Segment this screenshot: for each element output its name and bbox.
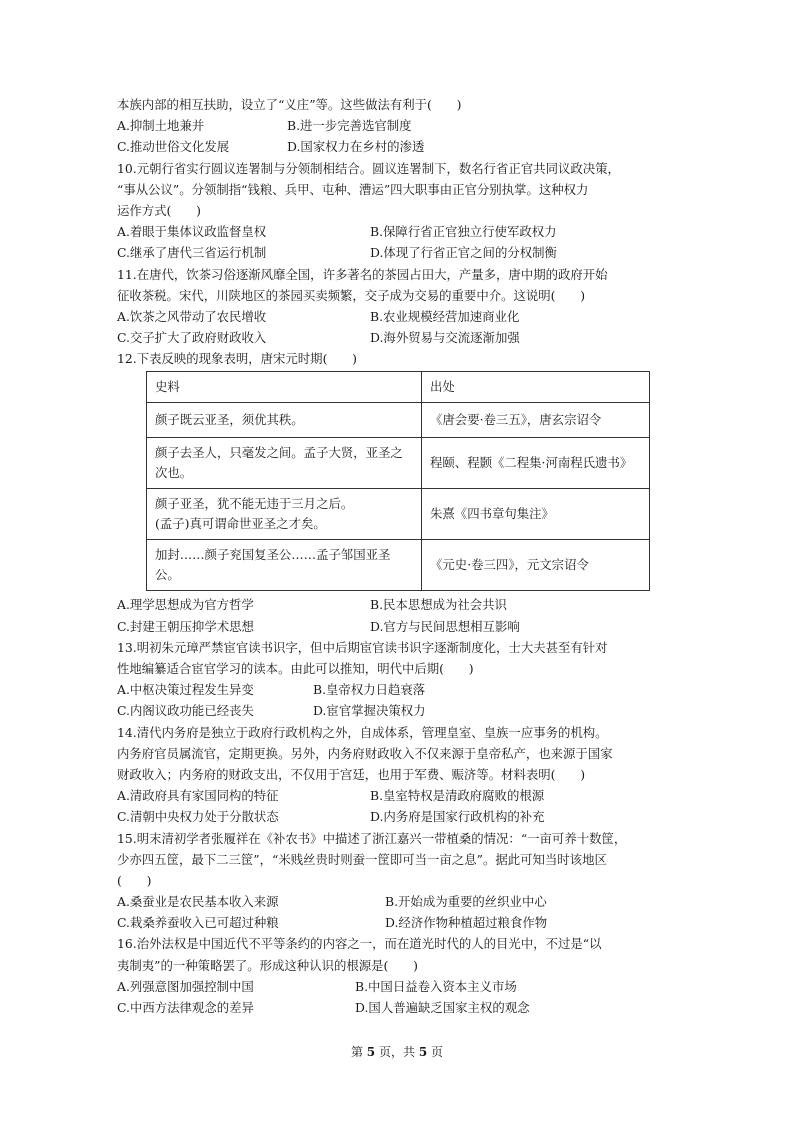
q15-stem-line: 15.明末清初学者张履祥在《补农书》中描述了浙江嘉兴一带植桑的情况：“一亩可养十数筐， bbox=[117, 830, 627, 846]
table-row bbox=[147, 540, 650, 591]
q16-option-b: B.中国日益卷入资本主义市场 bbox=[355, 978, 517, 994]
q14-stem-line: 14.清代内务府是独立于政府行政机构之外，自成体系，管理皇室、皇族一应事务的机构。 bbox=[117, 724, 608, 740]
q16-option-c: C.中西方法律观念的差异 bbox=[117, 1000, 254, 1015]
q13-option-row bbox=[117, 700, 677, 721]
table-cell-source: 颜子去圣人，只毫发之间。孟子大贤，亚圣之次也。 bbox=[147, 438, 422, 489]
q11-stem-line: 征收茶税。宋代，川陕地区的茶园买卖频繁，交子成为交易的重要中介。这说明( ) bbox=[117, 287, 586, 303]
q10-option-a: A.着眼于集体议政监督皇权 bbox=[117, 224, 267, 240]
option-d: D.国家权力在乡村的渗透 bbox=[287, 139, 425, 155]
q14-option-row bbox=[117, 785, 677, 806]
q15-option-d: D.经济作物种植超过粮食作物 bbox=[385, 915, 548, 931]
q11-option-b: B.农业规模经营加速商业化 bbox=[370, 308, 520, 324]
footer-prefix: 第 bbox=[350, 1045, 363, 1059]
q15-option-c: C.栽桑养蚕收入已可超过种粮 bbox=[117, 915, 279, 931]
q13-option-row bbox=[117, 679, 677, 700]
table-cell-origin: 《元史·卷三四》，元文宗诏令 bbox=[422, 540, 650, 591]
q14-option-d: D.内务府是国家行政机构的补充 bbox=[370, 809, 545, 825]
q13-stem-line: 性地编纂适合宦官学习的读本。由此可以推知，明代中后期( ) bbox=[117, 661, 474, 676]
q15-option-a: A.桑蚕业是农民基本收入来源 bbox=[117, 894, 279, 910]
table-cell-source: 颜子既云亚圣，须优其秩。 bbox=[147, 403, 422, 438]
q11-option-a: A.饮茶之风带动了农民增收 bbox=[117, 308, 267, 324]
q16-option-row bbox=[117, 997, 677, 1018]
q10-stem-line: “事从公议”。分领制指“钱粮、兵甲、屯种、漕运”四大职事由正官分别执掌。这种权力 bbox=[117, 181, 589, 197]
q11-option-row bbox=[117, 327, 677, 348]
footer-total-pages: 5 bbox=[418, 1045, 428, 1059]
q13-stem-line: 13.明初朱元璋严禁宦官读书识字，但中后期宦官读书识字逐渐制度化，士大夫甚至有针对 bbox=[117, 639, 608, 655]
q10-stem-line: 运作方式( ) bbox=[117, 202, 202, 218]
source-table bbox=[146, 371, 650, 591]
q15-option-row bbox=[117, 891, 677, 912]
table-header-source: 史料 bbox=[147, 372, 422, 403]
q13-option-b: B.皇帝权力日趋衰落 bbox=[313, 682, 426, 698]
q14-option-row bbox=[117, 806, 677, 827]
q11-option-c: C.交子扩大了政府财政收入 bbox=[117, 330, 267, 346]
q14-option-b: B.皇室特权是清政府腐败的根源 bbox=[370, 788, 545, 804]
q11-stem-line: 11.在唐代，饮茶习俗逐渐风靡全国，许多著名的茶园占田大，产量多，唐中期的政府开始 bbox=[117, 266, 608, 282]
q15-option-b: B.开始成为重要的丝织业中心 bbox=[385, 894, 547, 910]
exam-content bbox=[117, 94, 677, 1018]
q12-option-d: D.官方与民间思想相互影响 bbox=[370, 618, 520, 634]
q12-option-a: A.理学思想成为官方哲学 bbox=[117, 597, 254, 613]
q16-option-d: D.国人普遍缺乏国家主权的观念 bbox=[355, 1000, 530, 1015]
q14-stem-line: 财政收入；内务府的财政支出，不仅用于宫廷，也用于军费、赈济等。材料表明( ) bbox=[117, 766, 586, 782]
option-a: A.抑制土地兼并 bbox=[117, 118, 205, 134]
q11-option-row bbox=[117, 306, 677, 327]
q15-stem-line: 少亦四五筐，最下二三筐”，“米贱丝贵时则蚕一筐即可当一亩之息”。据此可知当时该地区 bbox=[117, 851, 607, 867]
q14-stem-line: 内务府官员属流官，定期更换。另外，内务府财政收入不仅来源于皇帝私产，也来源于国家 bbox=[117, 745, 613, 761]
table-cell-origin: 程颐、程颢《二程集·河南程氏遗书》 bbox=[422, 438, 650, 489]
q10-option-row bbox=[117, 242, 677, 263]
table-header-row bbox=[147, 372, 650, 403]
q15-option-row bbox=[117, 912, 677, 933]
q13-option-a: A.中枢决策过程发生异变 bbox=[117, 682, 254, 698]
option-row bbox=[117, 136, 677, 157]
table-row bbox=[147, 489, 650, 540]
page-footer bbox=[0, 1043, 794, 1060]
q10-option-b: B.保障行省正官独立行使军政权力 bbox=[370, 224, 557, 240]
q12-option-row bbox=[117, 594, 677, 615]
q12-stem-line: 12.下表反映的现象表明，唐宋元时期( ) bbox=[117, 351, 358, 367]
table-cell-source: 颜子亚圣，犹不能无违于三月之后。 (孟子)真可谓命世亚圣之才矣。 bbox=[147, 489, 422, 540]
q13-option-c: C.内阁议政功能已经丧失 bbox=[117, 703, 254, 719]
table-header-origin: 出处 bbox=[422, 372, 650, 403]
q14-option-c: C.清朝中央权力处于分散状态 bbox=[117, 809, 279, 825]
table-row bbox=[147, 438, 650, 489]
q16-option-a: A.列强意图加强控制中国 bbox=[117, 978, 254, 994]
table-row bbox=[147, 403, 650, 438]
q10-option-row bbox=[117, 221, 677, 242]
option-b: B.进一步完善选官制度 bbox=[287, 118, 412, 134]
q15-stem-line: ( ) bbox=[117, 872, 152, 888]
q11-option-d: D.海外贸易与交流逐渐加强 bbox=[370, 330, 520, 346]
footer-mid: 页，共 bbox=[378, 1045, 415, 1059]
option-c: C.推动世俗文化发展 bbox=[117, 139, 230, 155]
q12-option-row bbox=[117, 616, 677, 637]
q10-option-c: C.继承了唐代三省运行机制 bbox=[117, 245, 267, 261]
q12-option-c: C.封建王朝压抑学术思想 bbox=[117, 618, 254, 634]
footer-suffix: 页 bbox=[431, 1045, 444, 1059]
q10-option-d: D.体现了行省正官之间的分权制衡 bbox=[370, 245, 557, 261]
q10-stem-line: 10.元朝行省实行圆议连署制与分领制相结合。圆议连署制下，数名行省正官共同议政决策， bbox=[117, 160, 620, 176]
table-cell-source: 加封……颜子兖国复圣公……孟子邹国亚圣公。 bbox=[147, 540, 422, 591]
footer-page-number: 5 bbox=[366, 1045, 376, 1059]
q12-option-b: B.民本思想成为社会共识 bbox=[370, 597, 507, 613]
q16-option-row bbox=[117, 976, 677, 997]
q13-option-d: D.宦官掌握决策权力 bbox=[313, 703, 426, 719]
q16-stem-line: 16.治外法权是中国近代不平等条约的内容之一，而在道光时代的人的目光中，不过是“以 bbox=[117, 936, 602, 952]
table-cell-origin: 朱熹《四书章句集注》 bbox=[422, 489, 650, 540]
table-cell-origin: 《唐会要·卷三五》，唐玄宗诏令 bbox=[422, 403, 650, 438]
q14-option-a: A.清政府具有家国同构的特征 bbox=[117, 788, 279, 804]
option-row bbox=[117, 115, 677, 136]
q16-stem-line: 夷制夷”的一种策略罢了。形成这种认识的根源是( ) bbox=[117, 957, 418, 973]
question-stem-line: 本族内部的相互扶助，设立了“义庄”等。这些做法有利于( ) bbox=[117, 97, 462, 112]
